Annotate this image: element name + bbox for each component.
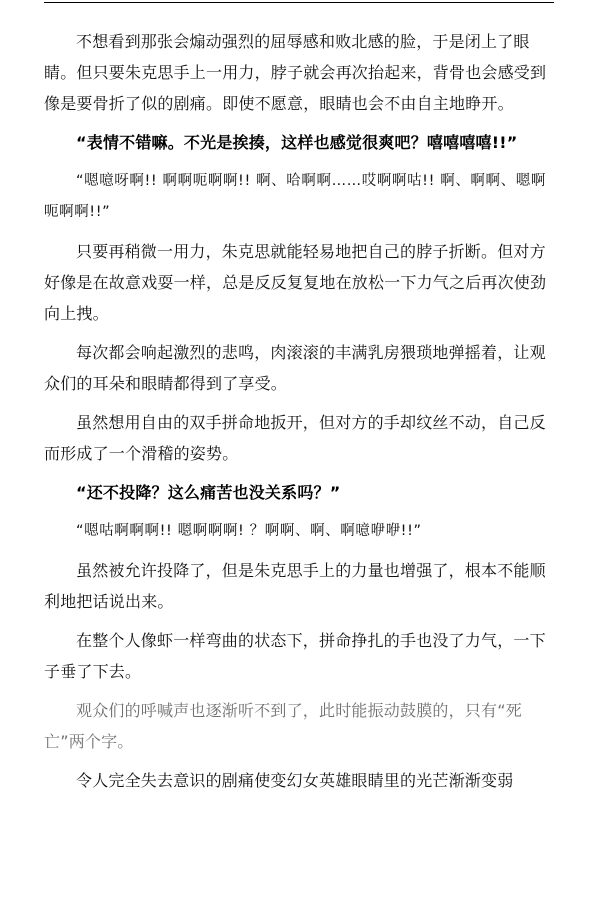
top-divider [44, 2, 554, 3]
document-body [44, 26, 552, 804]
paragraph-10: 在整个人像虾一样弯曲的状态下，拼命挣扎的手也没了力气，一下子垂了下去。 [44, 631, 546, 681]
paragraph-8-dialogue: “嗯咕啊啊啊!! 嗯啊啊啊! ？啊啊、啊、啊噫咿咿!!” [76, 523, 422, 539]
paragraph-4: 只要再稍微一用力，朱克思就能轻易地把自己的脖子折断。但对方好像是在故意戏耍一样，总是反反复复地在放松一下力气之后再次使劲向上拽。 [44, 242, 547, 323]
paragraph-11: 观众们的呼喊声也逐渐听不到了，此时能振动鼓膜的，只有“死亡”两个字。 [44, 701, 522, 751]
paragraph-2-dialogue: “表情不错嘛。不光是挨揍，这样也感觉很爽吧？嘻嘻嘻嘻!!” [76, 133, 518, 152]
paragraph-6: 虽然想用自由的双手拼命地扳开，但对方的手却纹丝不动，自己反而形成了一个滑稽的姿势。 [44, 413, 546, 463]
paragraph-12: 令人完全失去意识的剧痛使变幻女英雄眼睛里的光芒渐渐变弱 [76, 771, 514, 790]
paragraph-9: 虽然被允许投降了，但是朱克思手上的力量也增强了，根本不能顺利地把话说出来。 [44, 561, 546, 611]
paragraph-5: 每次都会响起激烈的悲鸣，肉滚滚的丰满乳房猥琐地弹摇着，让观众们的耳朵和眼睛都得到了享受。 [44, 343, 546, 393]
paragraph-7-dialogue: “还不投降？这么痛苦也没关系吗？” [76, 483, 341, 502]
paragraph-3-dialogue: “嗯噫呀啊!! 啊啊呃啊啊!! 啊、哈啊啊……哎啊啊咕!! 啊、啊啊、嗯啊呃啊啊!!” [44, 173, 546, 220]
paragraph-1: 不想看到那张会煽动强烈的屈辱感和败北感的脸，于是闭上了眼睛。但只要朱克思手上一用力，脖子就会再次抬起来，背骨也会感受到像是要骨折了似的剧痛。即使不愿意，眼睛也会不由自主地睁开。 [44, 32, 547, 113]
